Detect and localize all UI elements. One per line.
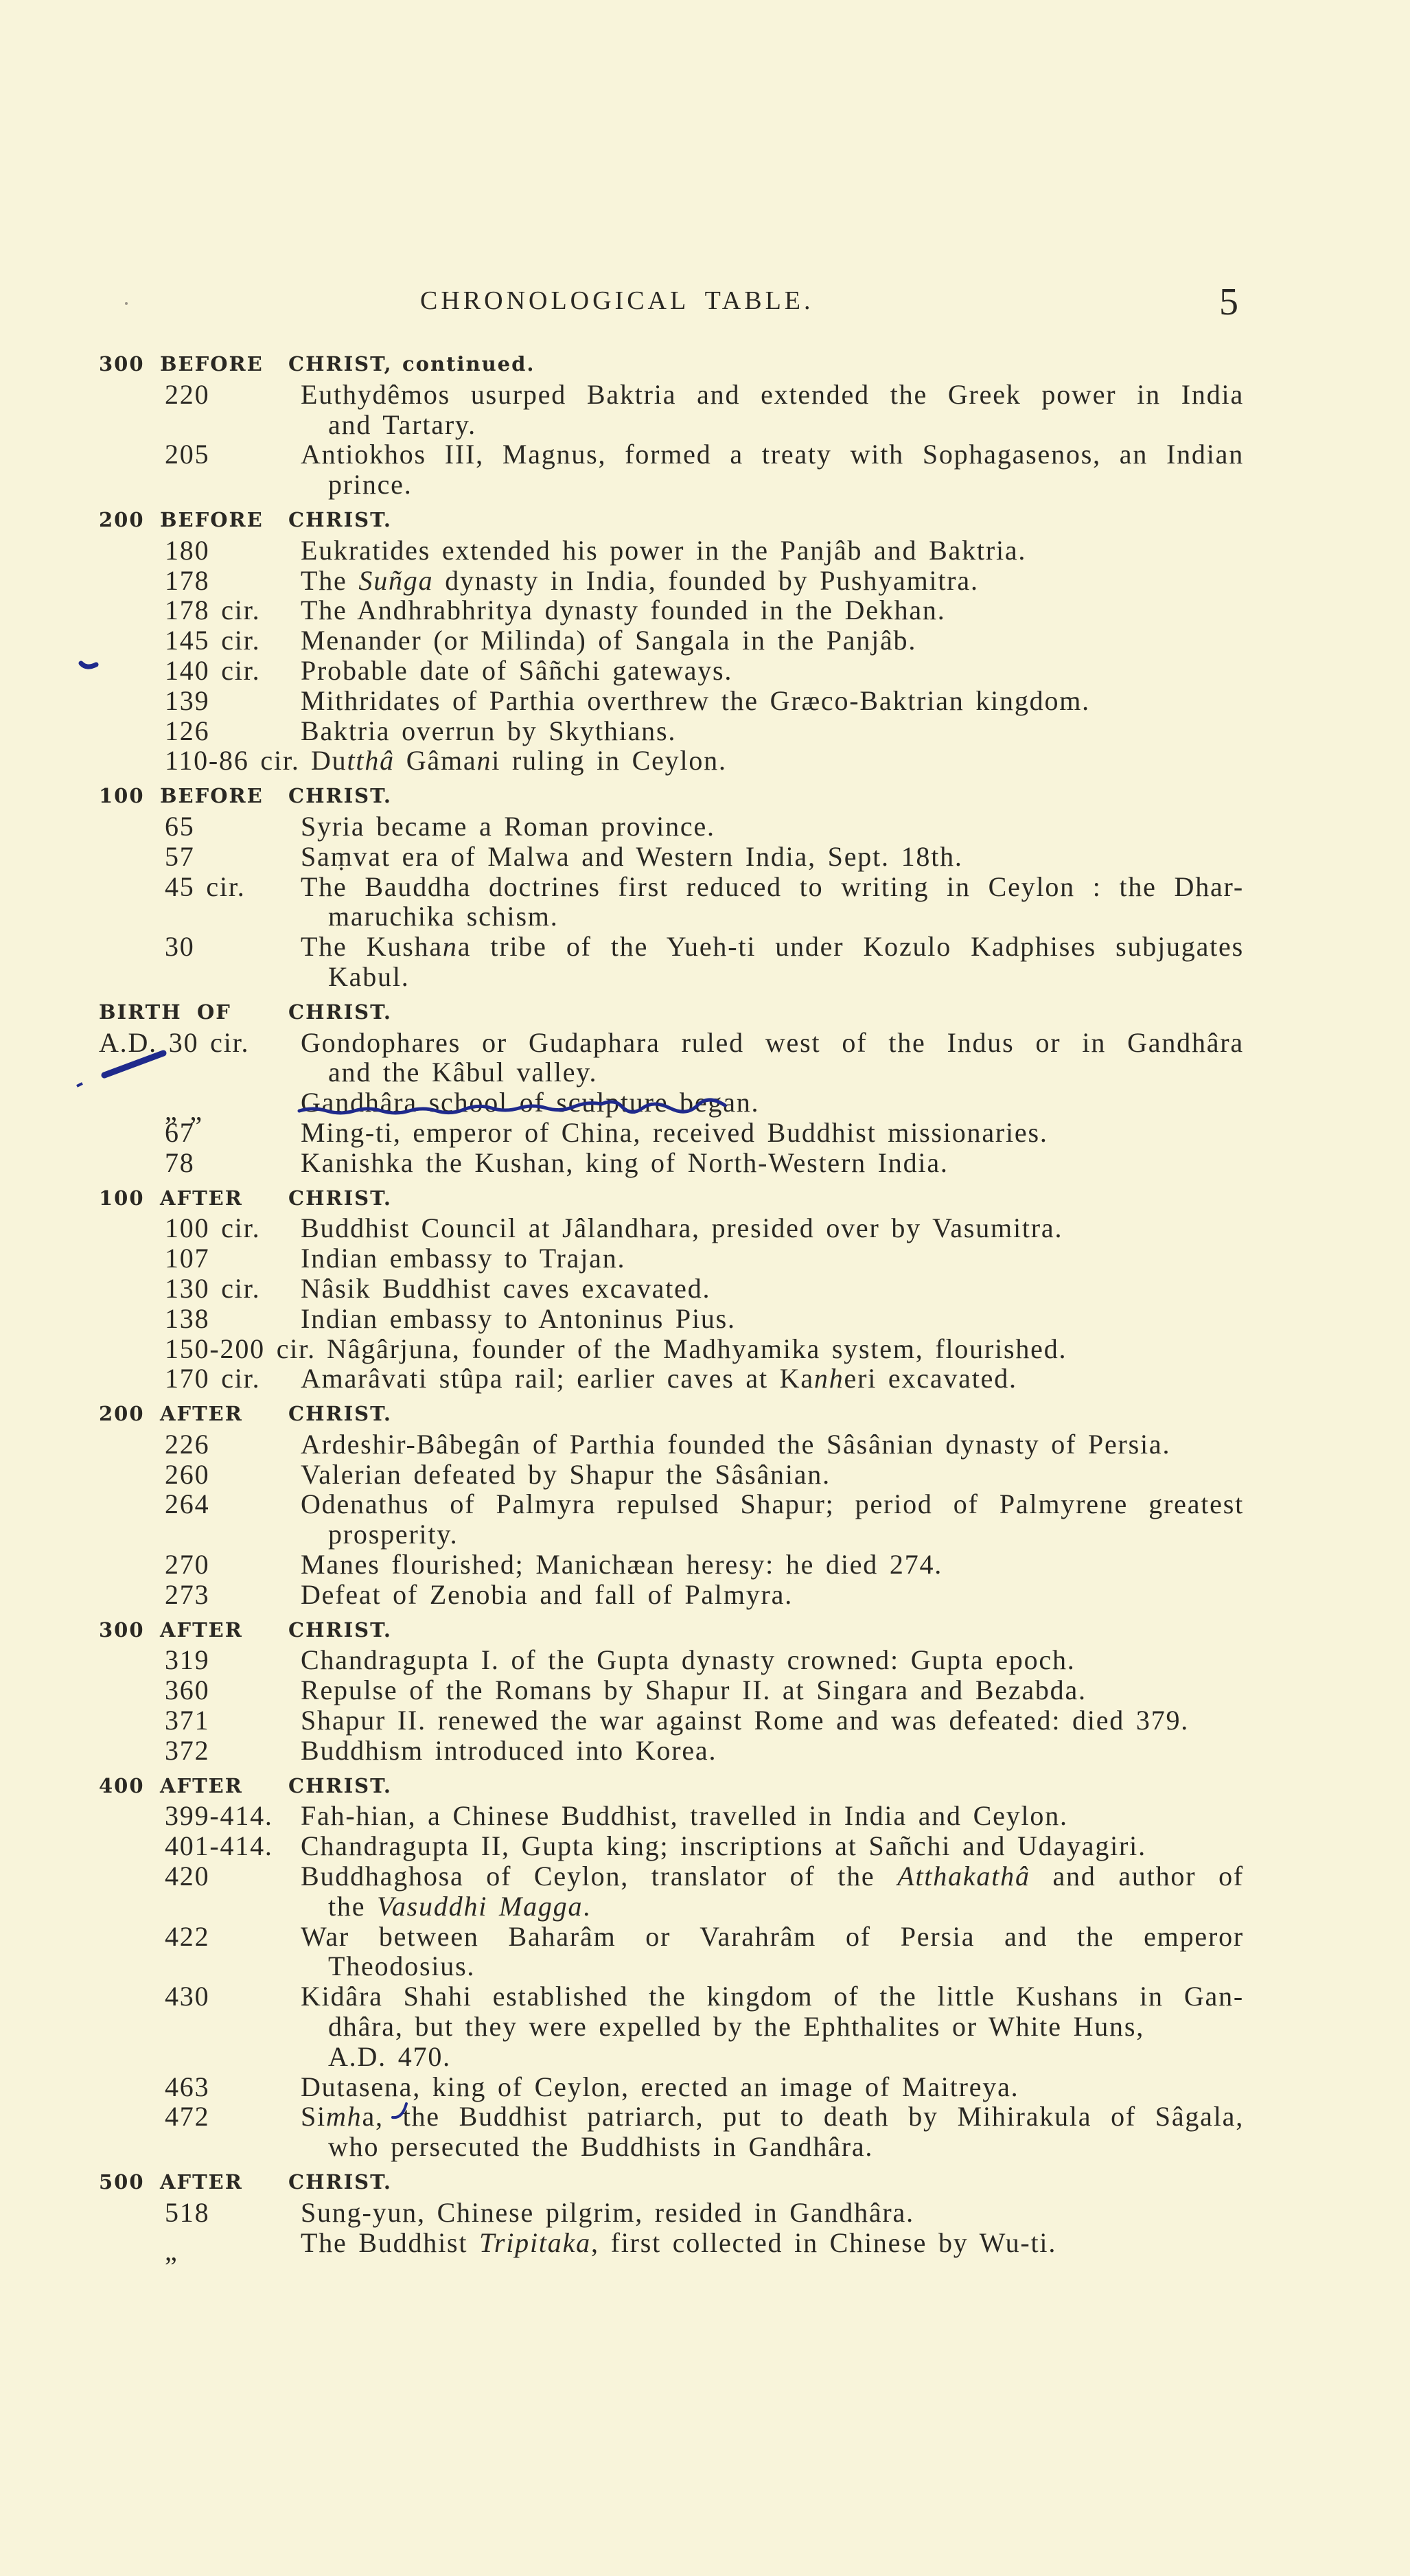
table-row [0,1891,1410,1922]
table-row [0,1243,1410,1274]
entry-text: Manes flourished; Manichæan heresy: he died 274. [301,1549,943,1580]
era-heading-suffix: continued. [402,352,535,376]
entry-text: Amarâvati stûpa rail; earlier caves at Kanheri excavated. [301,1363,1017,1394]
entry-date: 180 [165,534,210,566]
entry-text: Dutthâ Gâmani ruling in Ceylon. [311,745,727,777]
entry-text: Sung-yun, Chinese pilgrim, resided in Gandhâra. [301,2196,914,2228]
entry-date: 78 [165,1147,195,1178]
entry-text: War between Baharâm or Varahrâm of Persia and the emperor [301,1920,1244,1952]
entry-text-continuation: prince. [328,469,413,501]
entry-date: 178 cir. [165,595,261,626]
era-heading-christ: CHRIST. [288,784,393,808]
era-heading [0,1615,1410,1646]
table-row [0,1429,1410,1460]
table-row [0,1213,1410,1243]
entry-text: Buddhism introduced into Korea. [301,1734,717,1766]
entry-date: 100 cir. [165,1212,261,1244]
entry-date: 360 [165,1675,210,1706]
italic-text: n [442,931,458,963]
table-row [0,380,1410,410]
table-row [0,1334,1410,1364]
entry-text: The Suñga dynasty in India, founded by Pushyamitra. [301,564,979,596]
table-row [0,2198,1410,2228]
entry-date: 518 [165,2196,210,2228]
era-heading [0,505,1410,536]
entry-date: 140 cir. [165,654,261,686]
table-row [0,439,1410,470]
table-row [0,536,1410,566]
entry-text: Chandragupta I. of the Gupta dynasty crowned: Gupta epoch. [301,1644,1076,1676]
era-section [0,781,1410,992]
entry-date: 205 [165,439,210,470]
entry-text: Defeat of Zenobia and fall of Palmyra. [301,1578,794,1610]
entry-date: 220 [165,378,210,410]
table-row [0,2042,1410,2072]
table-row [0,2132,1410,2162]
running-head-title: CHRONOLOGICAL TABLE. [420,286,814,315]
table-row [0,1981,1410,2012]
table-row [0,1580,1410,1610]
entry-date: 138 [165,1302,210,1334]
entry-text: The Kushana tribe of the Yueh-ti under Kozulo Kadphises subjugates [301,931,1244,963]
table-row [0,1861,1410,1891]
entry-date: 463 [165,2071,210,2102]
era-heading-christ: CHRIST. [288,2170,393,2194]
entry-date: 107 [165,1243,210,1274]
era-heading-christ: CHRIST, [288,352,393,376]
entry-text: Dutasena, king of Ceylon, erected an image of Maitreya. [301,2071,1019,2102]
era-heading-word: AFTER [160,2170,243,2194]
entry-text-continuation: maruchika schism. [328,901,559,932]
running-head [0,281,1410,323]
entry-text: Probable date of Sâñchi gateways. [301,654,733,686]
table-row [0,595,1410,625]
entry-text: Valerian defeated by Shapur the Sâsânian. [301,1458,831,1490]
table-row [0,2102,1410,2132]
table-row [0,470,1410,500]
entry-date: 126 [165,715,210,746]
entry-date: 130 cir. [165,1272,261,1304]
italic-text: Atthakathâ [897,1861,1030,1892]
entry-date: 170 cir. [165,1363,261,1394]
entry-text-continuation: Kabul. [328,961,410,992]
entry-text: Saṃvat era of Malwa and Western India, Sept. 18th. [301,840,963,872]
entry-text-continuation: dhâra, but they were expelled by the Ephthalites or White Huns, [328,2011,1145,2043]
entry-date: A.D. 30 cir. [99,1026,250,1058]
entry-date: 226 [165,1428,210,1460]
table-row [0,1675,1410,1705]
entry-text: Buddhaghosa of Ceylon, translator of the Atthakathâ and author of [301,1861,1244,1892]
era-heading-number: 100 [99,784,145,808]
table-row [0,1087,1410,1127]
era-section [0,2167,1410,2266]
era-heading-christ: CHRIST. [288,507,393,531]
era-heading-number: 100 [99,1186,145,1210]
entry-text-continuation: who persecuted the Buddhists in Gandhâra. [328,2131,874,2163]
table-row [0,1705,1410,1736]
entry-text: Eukratides extended his power in the Panjâb and Baktria. [301,534,1027,566]
era-heading-number: 400 [99,1773,145,1797]
table-row [0,1118,1410,1148]
entry-date: 399-414. [165,1800,273,1832]
era-heading-word: BEFORE [160,784,264,808]
era-heading [0,998,1410,1028]
entry-date: 30 [165,931,195,963]
entry-text: Menander (or Milinda) of Sangala in the Panjâb. [301,625,917,656]
era-heading-number: BIRTH [99,1000,182,1024]
entry-date: 472 [165,2101,210,2132]
entry-text: Ming-ti, emperor of China, received Buddhist missionaries. [301,1116,1048,1148]
entry-text-continuation: and the Kâbul valley. [328,1057,598,1088]
table-row [0,872,1410,902]
table-row [0,1951,1410,1981]
era-heading-word: AFTER [160,1186,243,1210]
table-row [0,2072,1410,2102]
italic-text: mh [325,2101,362,2132]
era-heading-word: AFTER [160,1402,243,1426]
entry-text: Repulse of the Romans by Shapur II. at Singara and Bezabda. [301,1675,1087,1706]
entry-text: Baktria overrun by Skythians. [301,715,677,746]
table-row [0,566,1410,596]
entry-date: 45 cir. [165,871,246,902]
chronological-table [0,349,1410,2266]
era-heading-number: 500 [99,2170,145,2194]
entry-text: Odenathus of Palmyra repulsed Shapur; period of Palmyrene greatest [301,1488,1244,1520]
era-heading-christ: CHRIST. [288,1000,393,1024]
table-row [0,842,1410,872]
era-heading [0,1399,1410,1429]
era-heading [0,2167,1410,2198]
entry-date: 178 [165,564,210,596]
italic-text: nh [813,1363,844,1394]
table-row [0,1274,1410,1304]
era-heading-christ: CHRIST. [288,1773,393,1797]
table-row [0,1364,1410,1394]
table-row [0,932,1410,962]
italic-text: Tripitaka [479,2227,591,2258]
entry-date: 139 [165,685,210,716]
era-heading-word: BEFORE [160,352,264,376]
entry-text: The Buddhist Tripitaka, first collected in Chinese by Wu-ti. [301,2227,1057,2258]
entry-text: Shapur II. renewed the war against Rome and was defeated: died 379. [301,1705,1190,1736]
entry-text-continuation: prosperity. [328,1519,459,1550]
entry-text: Nâgârjuna, founder of the Madhyamika system, flourished. [327,1333,1067,1364]
era-heading [0,1771,1410,1802]
era-section [0,505,1410,776]
entry-text: Mithridates of Parthia overthrew the Græco-Baktrian kingdom. [301,685,1090,716]
entry-date: 371 [165,1705,210,1736]
entry-date: 319 [165,1644,210,1676]
entry-text: Antiokhos III, Magnus, formed a treaty with Sophagasenos, an Indian [301,439,1244,470]
table-row [0,1148,1410,1178]
entry-text-continuation: the Vasuddhi Magga. [328,1890,592,1922]
page-number: 5 [1219,281,1238,323]
table-row [0,812,1410,842]
table-row [0,1645,1410,1675]
entry-text: Ardeshir-Bâbegân of Parthia founded the Sâsânian dynasty of Persia. [301,1428,1171,1460]
entry-text: Kanishka the Kushan, king of North-Western India. [301,1147,949,1178]
entry-text: Indian embassy to Antoninus Pius. [301,1302,736,1334]
era-heading-word: AFTER [160,1773,243,1797]
table-row [0,1304,1410,1334]
table-row [0,1550,1410,1580]
table-row [0,1519,1410,1550]
era-section [0,1399,1410,1610]
italic-text: tthâ [347,745,395,777]
entry-text: Euthydêmos usurped Baktria and extended the Greek power in India [301,378,1244,410]
era-section [0,1771,1410,2162]
table-row [0,1831,1410,1861]
italic-text: Suñga [358,564,434,596]
era-heading [0,781,1410,812]
entry-date: 150-200 cir. [165,1333,316,1364]
table-row [0,716,1410,746]
entry-text: The Andhrabhritya dynasty founded in the Dekhan. [301,595,946,626]
table-row [0,1922,1410,1952]
table-row [0,656,1410,686]
entry-date: 65 [165,810,195,842]
era-section [0,349,1410,500]
entry-date: 420 [165,1861,210,1892]
era-heading [0,1184,1410,1214]
entry-text: Gondophares or Gudaphara ruled west of the Indus or in Gandhâra [301,1026,1244,1058]
entry-text-continuation: and Tartary. [328,409,476,440]
table-row [0,625,1410,656]
era-heading-word: AFTER [160,1618,243,1642]
entry-date: „ [165,2235,178,2266]
era-heading-word: OF [197,1000,231,1024]
entry-date: 401-414. [165,1830,273,1862]
table-row [0,2012,1410,2042]
entry-date: 57 [165,840,195,872]
entry-date: 264 [165,1488,210,1520]
entry-text: The Bauddha doctrines first reduced to writing in Ceylon : the Dhar- [301,871,1244,902]
table-row [0,901,1410,932]
entry-text: Fah-hian, a Chinese Buddhist, travelled in India and Ceylon. [301,1800,1068,1832]
era-heading-number: 200 [99,1402,145,1426]
entry-date: 430 [165,1981,210,2012]
era-heading-word: BEFORE [160,507,264,531]
entry-text: Indian embassy to Trajan. [301,1243,626,1274]
entry-date: 260 [165,1458,210,1490]
entry-date: 422 [165,1920,210,1952]
era-heading-christ: CHRIST. [288,1618,393,1642]
era-heading-number: 300 [99,352,145,376]
entry-text: Simha, the Buddhist patriarch, put to death by Mihirakula of Sâgala, [301,2101,1244,2132]
table-row [0,1460,1410,1490]
table-row [0,962,1410,992]
era-heading [0,349,1410,380]
era-section [0,998,1410,1178]
era-section [0,1184,1410,1394]
italic-text: n [476,745,492,777]
entry-text-continuation: A.D. 470. [328,2040,451,2072]
entry-text: Buddhist Council at Jâlandhara, presided over by Vasumitra. [301,1212,1063,1244]
entry-date: 110-86 cir. [165,745,300,777]
entry-text: Chandragupta II, Gupta king; inscriptions at Sañchi and Udayagiri. [301,1830,1146,1862]
table-row [0,1736,1410,1766]
era-heading-number: 300 [99,1618,145,1642]
entry-date: 273 [165,1578,210,1610]
entry-date: „ „ [165,1095,203,1127]
entry-text: Gandhâra school of sculpture began. [301,1087,760,1118]
era-section [0,1615,1410,1766]
table-row [0,686,1410,716]
table-row [0,410,1410,440]
table-row [0,2227,1410,2266]
table-row [0,1057,1410,1088]
italic-text: Vasuddhi Magga [377,1890,583,1922]
entry-date: 67 [165,1116,195,1148]
entry-text-continuation: Theodosius. [328,1951,476,1982]
era-heading-christ: CHRIST. [288,1186,393,1210]
entry-date: 372 [165,1734,210,1766]
era-heading-christ: CHRIST. [288,1402,393,1426]
entry-date: 145 cir. [165,625,261,656]
table-row [0,1801,1410,1831]
entry-text: Kidâra Shahi established the kingdom of the little Kushans in Gan- [301,1981,1244,2012]
table-row [0,746,1410,776]
entry-date: 270 [165,1549,210,1580]
entry-text: Syria became a Roman province. [301,810,715,842]
era-heading-number: 200 [99,507,145,531]
table-row [0,1489,1410,1519]
table-row [0,1028,1410,1058]
entry-text: Nâsik Buddhist caves excavated. [301,1272,711,1304]
